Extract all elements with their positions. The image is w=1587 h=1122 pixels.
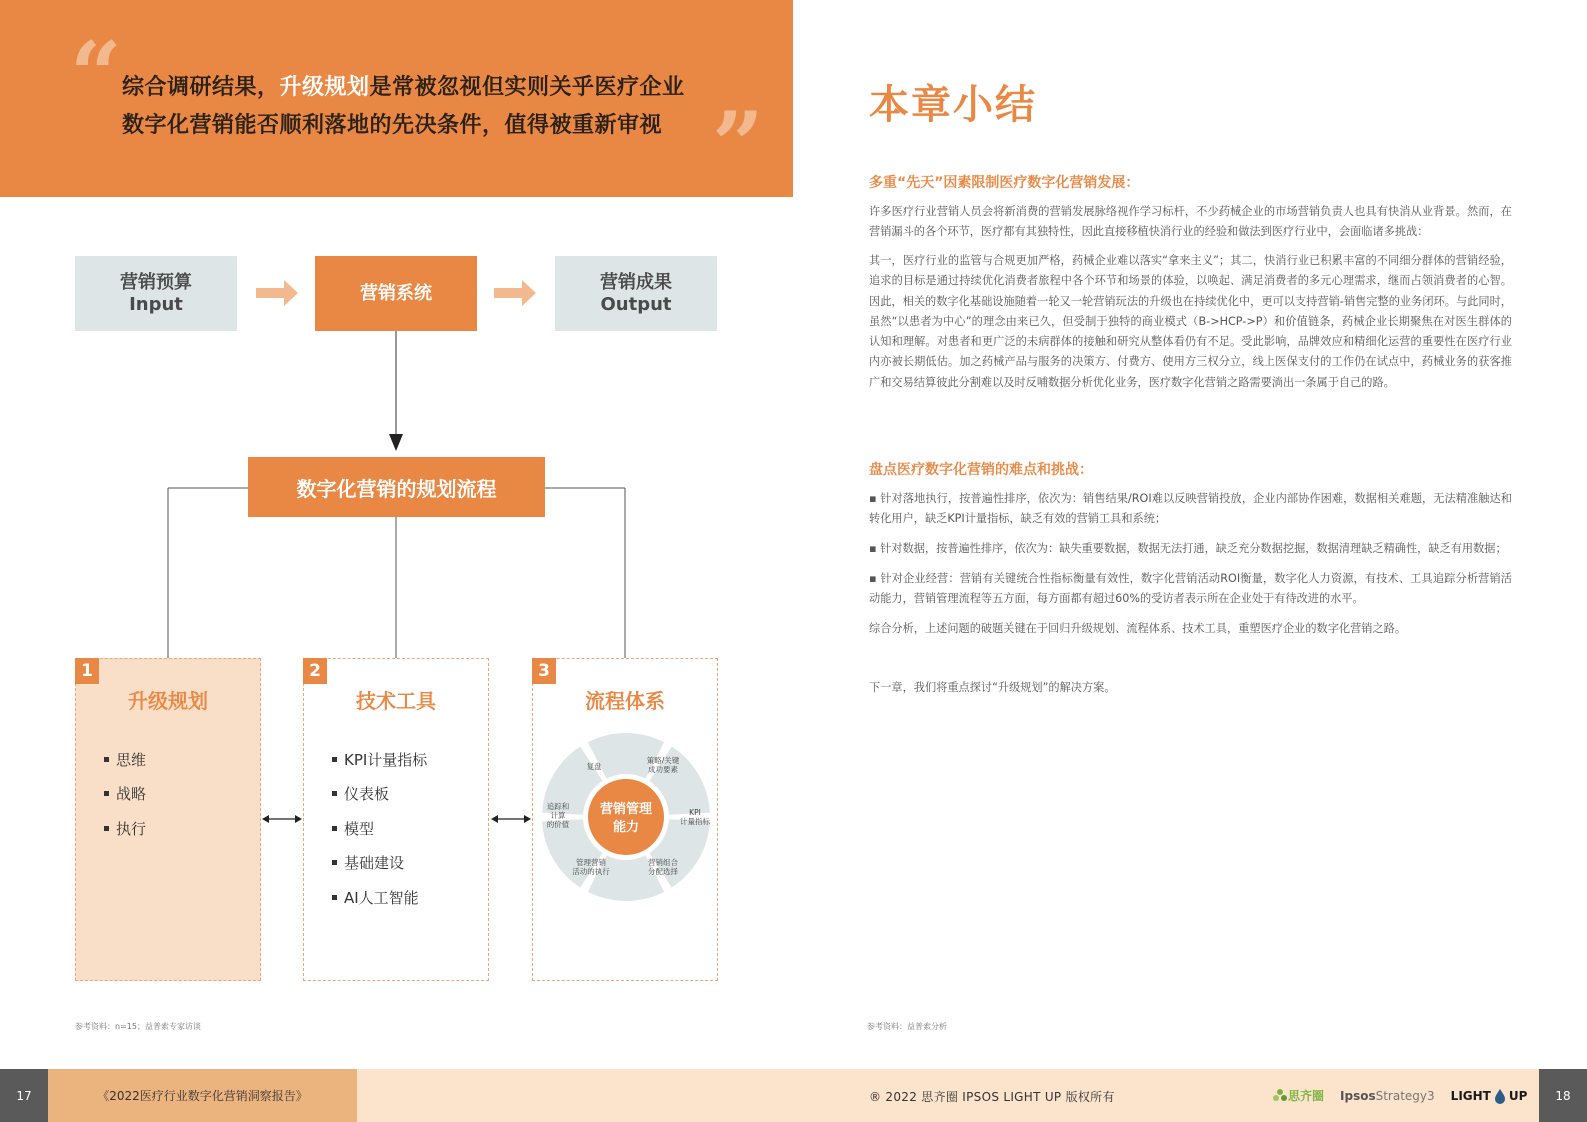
quote-line2: 数字化营销能否顺利落地的先决条件，值得被重新审视 xyxy=(122,113,663,138)
conclusion-text: 综合分析，上述问题的破题关键在于回归升级规划、流程体系、技术工具，重塑医疗企业的数字化营销之路。 xyxy=(869,622,1407,635)
drop-icon xyxy=(1493,1088,1507,1104)
column-process-system xyxy=(532,658,718,981)
wheel-label-strategy-1: 策略/关键 xyxy=(646,756,680,765)
list-item: 执行 xyxy=(104,811,146,846)
process-wheel xyxy=(541,732,711,902)
next-chapter-text: 下一章，我们将重点探讨“升级规划”的解决方案。 xyxy=(869,681,1116,694)
section2-heading: 盘点医疗数字化营销的难点和挑战： xyxy=(869,462,1093,478)
column-number: 3 xyxy=(532,658,556,684)
quote-line1-a: 综合调研结果， xyxy=(122,75,280,100)
column-title: 技术工具 xyxy=(356,689,436,713)
system-label: 营销系统 xyxy=(360,282,432,304)
challenge-bullet-operations: ▪ 针对企业经营：营销有关键统合性指标衡量有效性，数字化营销活动ROI衡量，数字化人力资源，有技术、工具追踪分析营销活动能力，营销管理流程等五方面，每方面都有超过60%的受访者表示所在企业处于有待改进的水平。 xyxy=(869,572,1512,606)
section1-paragraph1: 许多医疗行业营销人员会将新消费的营销发展脉络视作学习标杆，不少药械企业的市场营销负责人也具有快消从业背景。然而，在营销漏斗的各个环节，医疗都有其独特性，因此直接移植快消行业的经验和做法到医疗行业中，会面临诸多挑战： xyxy=(869,205,1512,239)
column-tech-tools xyxy=(303,658,489,981)
column-number: 1 xyxy=(75,658,99,684)
ipsos-logo-bold: Ipsos xyxy=(1340,1088,1376,1103)
wheel-label-review: 复盘 xyxy=(586,762,602,771)
column-title: 流程体系 xyxy=(585,689,665,713)
output-box xyxy=(555,256,717,331)
list-item: KPI计量指标 xyxy=(332,742,427,777)
list-item: 基础建设 xyxy=(332,846,427,881)
wheel-label-track-1: 追踪和 xyxy=(546,802,570,811)
partner-logos xyxy=(1272,1083,1527,1108)
lightup-logo xyxy=(1451,1088,1528,1104)
section1-paragraph2: 其一，医疗行业的监管与合规更加严格，药械企业难以落实“拿来主义”；其二，快消行业已积累丰富的不同细分群体的营销经验，追求的目标是通过持续优化消费者旅程中各个环节和场景的体验，以唤起、满足消费者的多元心理需求，继而占领消费者的心智。因此，相关的数字化基础设施随着一轮又一轮营销玩法的升级也在持续优化中，更可以支持营销-销售完整的业务闭环。与此同时，虽然“以患者为中心”的理念由来已久，但受制于独特的商业模式（B->HCP->P）和价值链条，药械企业长期聚焦在对医生群体的认知和理解。对患者和更广泛的未病群体的接触和研究从整体看仍有不足。受此影响，品牌效应和精细化运营的重要性在医疗行业内亦被长期低估。加之药械产品与服务的决策方、付费方、使用方三权分立，线上医保支付的工作仍在试点中，药械业务的获客推广和交易结算彼此分割难以及时反哺数据分析优化业务，医疗数字化营销之路需要淌出一条属于自己的路。 xyxy=(869,254,1512,389)
source-note-right: 参考资料：益普索分析 xyxy=(867,1022,947,1031)
quote-highlight: 升级规划 xyxy=(279,75,370,100)
input-en-label: Input xyxy=(129,293,183,315)
column-upgrade-planning xyxy=(75,658,261,981)
wheel-label-execution-2: 活动的执行 xyxy=(572,867,610,876)
challenge-bullet-execution: ▪ 针对落地执行，按普遍性排序，依次为：销售结果/ROI难以反映营销投放，企业内部协作困难，数据相关难题，无法精准触达和转化用户，缺乏KPI计量指标，缺乏有效的营销工具和系统； xyxy=(869,492,1512,526)
page-number-right: 18 xyxy=(1539,1069,1587,1122)
wheel-label-mix-1: 营销组合 xyxy=(648,858,678,867)
report-title: 《2022医疗行业数字化营销洞察报告》 xyxy=(48,1069,357,1122)
copyright-text: ® 2022 思齐圈 IPSOS LIGHT UP 版权所有 xyxy=(869,1090,1115,1104)
siqiquan-logo xyxy=(1272,1087,1324,1104)
siqiquan-logo-text: 思齐圈 xyxy=(1288,1089,1325,1103)
lightup-logo-up: UP xyxy=(1508,1088,1528,1103)
column-title: 升级规划 xyxy=(128,689,208,713)
output-en-label: Output xyxy=(600,293,672,315)
challenge-bullet-data: ▪ 针对数据，按普遍性排序，依次为：缺失重要数据，数据无法打通，缺乏充分数据挖掘，数据清理缺乏精确性，缺乏有用数据； xyxy=(869,542,1507,555)
input-cn-label: 营销预算 xyxy=(120,271,192,293)
wheel-center-line1: 营销管理 xyxy=(599,802,653,817)
wheel-label-strategy-2: 成功要素 xyxy=(648,765,678,774)
leaf-icon xyxy=(1272,1088,1288,1104)
output-cn-label: 营销成果 xyxy=(600,271,672,293)
wheel-label-execution-1: 管理营销 xyxy=(576,858,606,867)
wheel-label-track-3: 的价值 xyxy=(546,820,570,829)
wheel-label-kpi-1: KPI xyxy=(689,808,701,817)
close-quote-icon: ” xyxy=(712,92,764,198)
list-item: 思维 xyxy=(104,742,146,777)
right-arrow-icon xyxy=(256,280,298,306)
page-footer xyxy=(0,1069,1587,1122)
page-number-left: 17 xyxy=(0,1069,48,1122)
wheel-label-kpi-2: 计量指标 xyxy=(680,817,710,826)
ipsos-logo-rest: Strategy3 xyxy=(1375,1088,1435,1103)
open-quote-icon: “ xyxy=(70,22,122,128)
list-item: 仪表板 xyxy=(332,777,427,812)
planning-process-box xyxy=(248,457,545,517)
wheel-center xyxy=(588,779,664,855)
system-box xyxy=(315,256,477,331)
quote-line1-b: 是常被忽视但实则关乎医疗企业 xyxy=(369,75,685,100)
list-item: 模型 xyxy=(332,811,427,846)
quote-text xyxy=(122,69,742,145)
column-list xyxy=(332,742,427,915)
quote-banner xyxy=(0,0,793,197)
input-box xyxy=(75,256,237,331)
right-arrow-icon xyxy=(494,280,536,306)
wheel-label-track-2: 计算 xyxy=(550,811,566,820)
ipsos-strategy3-logo xyxy=(1340,1089,1435,1103)
wheel-center-line2: 能力 xyxy=(612,820,640,835)
wheel-label-mix-2: 分配选择 xyxy=(648,867,678,876)
list-item: AI人工智能 xyxy=(332,880,427,915)
list-item: 战略 xyxy=(104,777,146,812)
planning-label: 数字化营销的规划流程 xyxy=(296,476,497,501)
section1-heading: 多重“先天”因素限制医疗数字化营销发展： xyxy=(869,175,1140,191)
chapter-summary-title: 本章小结 xyxy=(869,82,1037,128)
column-list xyxy=(104,742,146,846)
column-number: 2 xyxy=(303,658,327,684)
lightup-logo-light: LIGHT xyxy=(1450,1088,1491,1103)
source-note-left: 参考资料：n=15；益普索专家访谈 xyxy=(75,1022,201,1031)
